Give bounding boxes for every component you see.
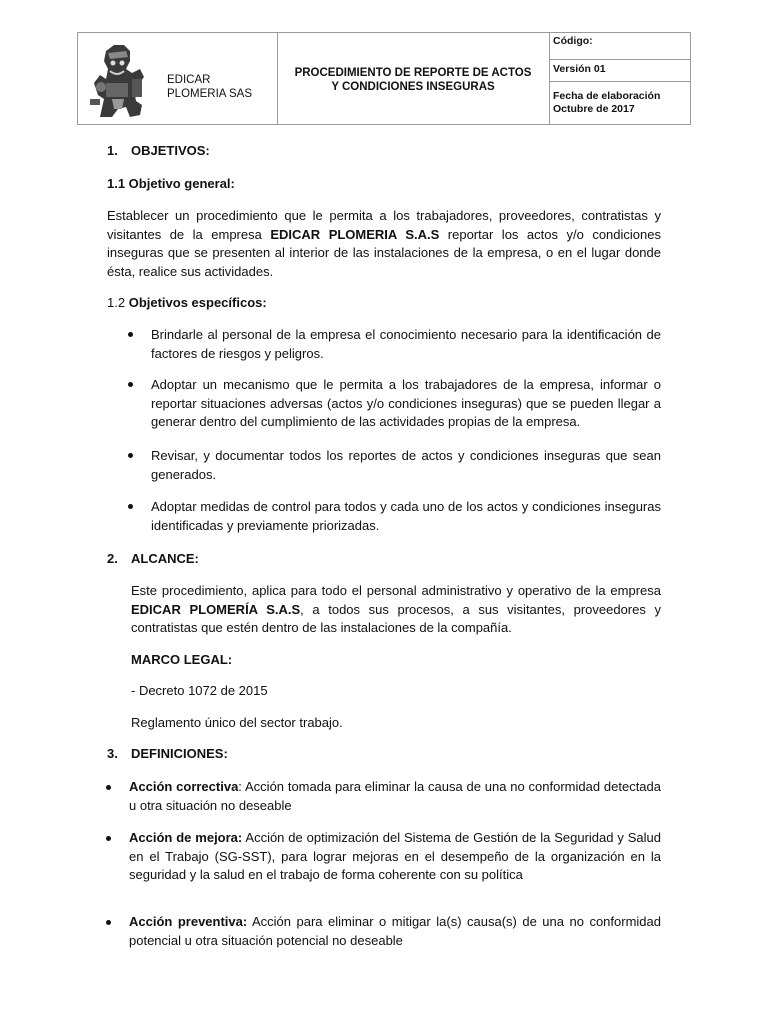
section-2-heading: ALCANCE:: [131, 551, 199, 566]
section-1-heading: OBJETIVOS:: [131, 143, 210, 158]
section-3-heading: DEFINICIONES:: [131, 746, 228, 761]
company-name-line1: EDICAR: [167, 74, 211, 86]
bullet-icon: [128, 504, 133, 509]
definition-term: Acción correctiva: [129, 779, 239, 794]
specific-objective-4: Adoptar medidas de control para todos y cada uno de los actos y condiciones inseguras identificadas y previamente priorizadas.: [151, 499, 661, 533]
section-2-number: 2.: [107, 551, 118, 566]
bullet-icon: [106, 836, 111, 841]
definition-text: Acción de optimización del Sistema de Gestión de la Seguridad y Salud en el Trabajo (SG-SST), para lograr mejoras en el desempeño de la organización en la seguridad y la salud en el trabajo de forma coherente con su política: [129, 830, 661, 882]
scope-text-part1: Este procedimiento, aplica para todo el personal administrativo y operativo de la empresa: [131, 583, 661, 598]
section-1-number: 1.: [107, 143, 118, 158]
section-3-number: 3.: [107, 746, 118, 761]
general-objective-text-part2: reportar los actos y/o condiciones inseguras que se presenten al interior de las instalaciones de la empresa, o en el lugar donde ésta, realice sus actividades.: [107, 226, 661, 279]
scope-text-part2: , a todos sus procesos, a sus visitantes, proveedores y contratistas que estén dentro de las instalaciones de la compañía.: [131, 601, 661, 635]
general-objective-company: EDICAR PLOMERIA S.A.S: [270, 226, 440, 242]
bullet-icon: [128, 453, 133, 458]
definition-term: Acción de mejora:: [129, 830, 243, 845]
general-objective-text-part1: Establecer un procedimiento que le permita a los trabajadores, proveedores, contratistas y visitantes de la empresa: [107, 208, 661, 242]
code-label: Código:: [553, 35, 593, 47]
bullet-icon: [128, 332, 133, 337]
general-objective-text: [107, 207, 661, 281]
bullet-icon: [106, 785, 111, 790]
specific-objective-2: Adoptar un mecanismo que le permita a los trabajadores de la empresa, informar o reportar situaciones adversas (actos y/o condiciones inseguras) que se pueden llegar a generar dentro del cumplimiento de las actividades propias de la empresa.: [151, 377, 661, 429]
definition-preventive-action: [129, 913, 661, 950]
specific-objectives-number: 1.2: [107, 295, 126, 310]
regulation-text: Reglamento único del sector trabajo.: [131, 715, 343, 730]
bullet-icon: [106, 920, 111, 925]
version-label: Versión 01: [553, 63, 606, 75]
bullet-icon: [128, 382, 133, 387]
scope-company: EDICAR PLOMERÍA S.A.S: [131, 601, 301, 617]
specific-objective-1: Brindarle al personal de la empresa el conocimiento necesario para la identificación de factores de riesgos y peligros.: [151, 327, 661, 361]
definition-term: Acción preventiva:: [129, 914, 248, 929]
general-objective-heading: 1.1 Objetivo general:: [107, 176, 235, 191]
legal-framework-heading: MARCO LEGAL:: [131, 652, 233, 667]
definition-separator: :: [238, 779, 242, 794]
definition-improvement-action: [129, 829, 661, 885]
date-label: Fecha de elaboración: [553, 90, 661, 102]
definition-corrective-action: [129, 778, 661, 815]
definition-text: Acción tomada para eliminar la causa de una no conformidad detectada u otra situación no deseable: [129, 779, 661, 813]
specific-objective-3: Revisar, y documentar todos los reportes de actos y condiciones inseguras que sean generados.: [151, 448, 661, 482]
specific-objectives-heading: [107, 294, 661, 313]
document-title-line2: Y CONDICIONES INSEGURAS: [331, 81, 495, 93]
scope-text: [131, 582, 661, 638]
date-value: Octubre de 2017: [553, 103, 635, 115]
company-name-line2: PLOMERIA SAS: [167, 88, 253, 100]
definition-text: Acción para eliminar o mitigar la(s) causa(s) de una no conformidad potencial u otra situación potencial no deseable: [129, 914, 661, 948]
specific-objectives-label: Objetivos específicos:: [128, 295, 267, 310]
decree-text: - Decreto 1072 de 2015: [131, 683, 268, 698]
document-title-line1: PROCEDIMIENTO DE REPORTE DE ACTOS: [294, 67, 532, 79]
